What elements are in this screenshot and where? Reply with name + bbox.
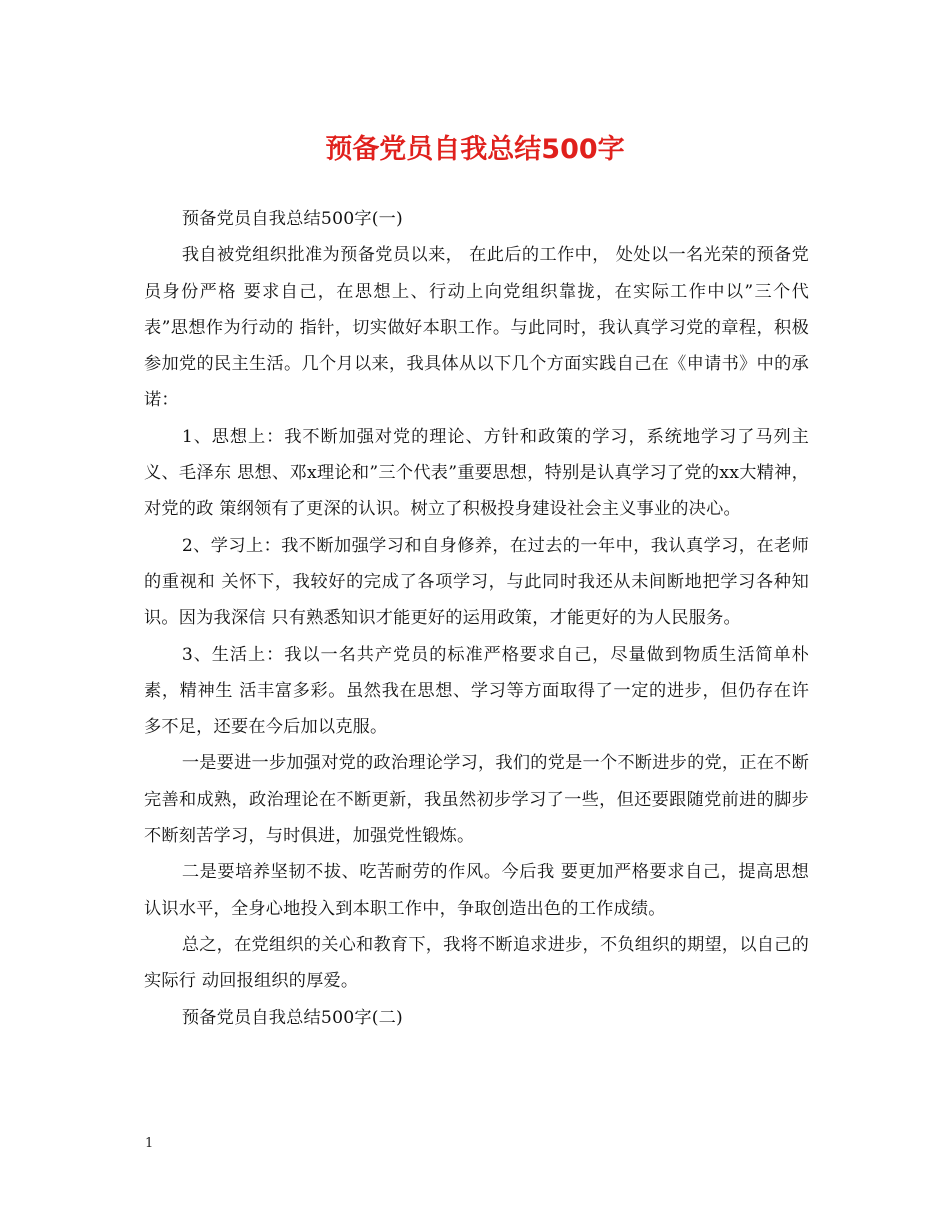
- paragraph-improvement-1: 一是要进一步加强对党的政治理论学习，我们的党是一个不断进步的党，正在不断完善和成熟，政治理论在不断更新，我虽然初步学习了一些，但还要跟随党前进的脚步 不断刻苦学习，与时俱进，加强党性锻炼。: [144, 753, 809, 847]
- paragraph-improvement-2: 二是要培养坚韧不拔、吃苦耐劳的作风。今后我 要更加严格要求自己，提高思想认识水平，全身心地投入到本职工作中，争取创造出色的工作成绩。: [144, 862, 809, 919]
- intro-paragraph: 我自被党组织批准为预备党员以来， 在此后的工作中， 处处以一名光荣的预备党员身份严格 要求自己，在思想上、行动上向党组织靠拢，在实际工作中以”三个代表”思想作为行动的 指针，切实做好本职工作。与此同时，我认真学习党的章程，积极参加党的民主生活。几个月以来，我具体从以下几个方面实践自己在《申请书》中的承诺：: [144, 245, 809, 411]
- paragraph-thought: 1、思想上：我不断加强对党的理论、方针和政策的学习，系统地学习了马列主义、毛泽东 思想、邓x理论和”三个代表”重要思想，特别是认真学习了党的xx大精神，对党的政 策纲领有了更深的认识。树立了积极投身建设社会主义事业的决心。: [144, 426, 809, 520]
- section-heading-2: 预备党员自我总结500字(二): [181, 1007, 403, 1028]
- page-title: 预备党员自我总结500字: [325, 134, 625, 165]
- paragraph-life: 3、生活上：我以一名共产党员的标准严格要求自己，尽量做到物质生活简单朴素，精神生 活丰富多彩。虽然我在思想、学习等方面取得了一定的进步，但仍存在许多不足，还要在今后加以克服。: [144, 644, 809, 738]
- page-number: 1: [145, 1136, 154, 1151]
- paragraph-conclusion: 总之，在党组织的关心和教育下，我将不断追求进步，不负组织的期望，以自己的实际行 动回报组织的厚爱。: [144, 934, 809, 992]
- paragraph-study: 2、学习上：我不断加强学习和自身修养，在过去的一年中，我认真学习，在老师的重视和 关怀下，我较好的完成了各项学习，与此同时我还从未间断地把学习各种知识。因为我深信 只有熟悉知识才能更好的运用政策，才能更好的为人民服务。: [144, 535, 809, 629]
- section-heading-1: 预备党员自我总结500字(一): [181, 209, 403, 229]
- document-body: [144, 201, 809, 1036]
